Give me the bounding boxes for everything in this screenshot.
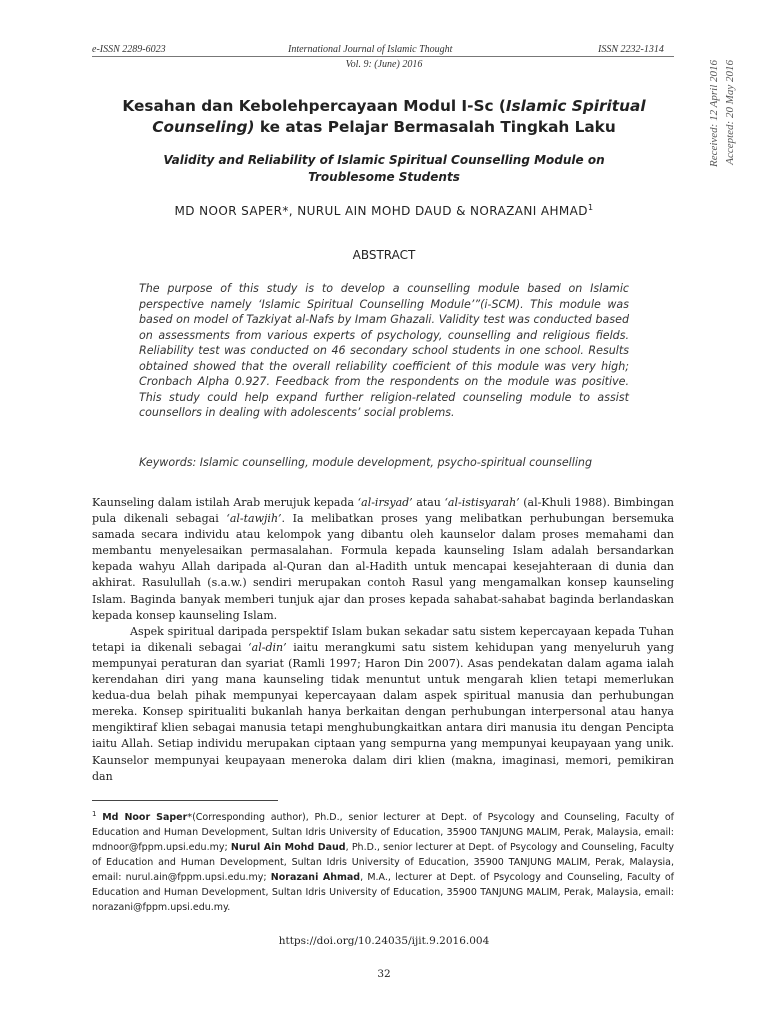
doi-link[interactable]: https://doi.org/10.24035/ijit.9.2016.004 — [278, 935, 490, 947]
author-names: MD NOOR SAPER*, NURUL AIN MOHD DAUD & NORAZANI AHMAD — [174, 204, 588, 218]
header-journal: International Journal of Islamic Thought — [288, 44, 453, 55]
keywords: Keywords: Islamic counselling, module development, psycho-spiritual counselling — [139, 456, 593, 469]
footnote-author-1: Md Noor Saper — [102, 812, 188, 824]
header-volume: Vol. 9: (June) 2016 — [345, 59, 423, 70]
abstract-heading: ABSTRACT — [352, 248, 416, 262]
footnote-author-2: Nurul Ain Mohd Daud — [230, 842, 346, 854]
header-rule — [92, 56, 674, 57]
page-number: 32 — [377, 968, 391, 980]
body-text — [92, 495, 674, 785]
footnote: $^1$ Md Noor Saper*(Corresponding author), Ph.D., senior lecturer at Dept. of Psycology and Counseling, Faculty of Education and Human Development, Sultan Idris University of Education, 35900 TANJUNG MALIM, Perak, Malaysia, email: mdnoor@fppm.upsi.edu.my; Nurul Ain Mohd Daud, Ph.D., senior lecturer at Dept. of Psycology and Counseling, Faculty of Education and Human Development, Sultan Idris University of Education, 35900 TANJUNG MALIM, Perak, Malaysia, email: nurul.ain@fppm.upsi.edu.my; Norazani Ahmad, M.A., lecturer at Dept. of Psycology and Counseling, Faculty of Education and Human Development, Sultan Idris University of Education, 35900 TANJUNG MALIM, Perak, Malaysia, email: norazani@fppm.upsi.edu.my. — [92, 810, 675, 914]
title-part2: ke atas Pelajar Bermasalah Tingkah Laku — [254, 118, 616, 136]
footnote-marker: 1 — [92, 810, 97, 818]
title-part1: Kesahan dan Kebolehpercayaan Modul I-Sc ( — [122, 97, 506, 115]
paper-subtitle: Validity and Reliability of Islamic Spiritual Counselling Module on Troublesome Students — [163, 153, 605, 184]
body-paragraph-1: Kaunseling dalam istilah Arab merujuk kepada ‘al-irsyad’ atau ‘al-istisyarah’ (al-Khuli 1988). Bimbingan pula dikenali sebagai ‘al-tawjih’. Ia melibatkan proses yang melibatkan perhubungan bersemuka samada secara individu atau kelompok yang dibantu oleh kaunselor dalam proses memahami dan membantu menyelesaikan permasalahan. Formula kepada kaunseling Islam adalah bersandarkan kepada wahyu Allah daripada al-Quran dan al-Hadith untuk mencapai kesejahteraan di dunia dan akhirat. Rasulullah (s.a.w.) sendiri merupakan contoh Rasul yang mengamalkan konsep kaunseling Islam. Baginda banyak memberi tunjuk ajar dan proses kepada sahabat-sahabat baginda berlandaskan kepada konsep kaunseling Islam. — [92, 496, 675, 622]
footnote-rule — [92, 800, 278, 801]
abstract-text: The purpose of this study is to develop a counselling module based on Islamic perspective namely ‘Islamic Spiritual Counselling Module’”(i-SCM). This module was based on model of Tazkiyat al-Nafs by Imam Ghazali. Validity test was conducted based on assessments from various experts of psychology, counselling and religious fields. Reliability test was conducted on 46 secondary school students in one school. Results obtained showed that the overall reliability coefficient of this module was very high; Cronbach Alpha 0.927. Feedback from the respondents on the module was positive. This study could help expand further religion-related counseling module to assist counsellors in dealing with adolescents’ social problems. — [139, 282, 629, 419]
title-italic: Islamic Spiritual Counseling) — [152, 97, 646, 136]
accepted-date: Accepted: 20 May 2016 — [724, 60, 736, 165]
paper-title — [118, 96, 650, 138]
header-issn: ISSN 2232-1314 — [598, 44, 664, 55]
received-date: Received: 12 April 2016 — [708, 60, 720, 168]
author-list — [0, 203, 768, 218]
header-eissn: e-ISSN 2289-6023 — [92, 44, 166, 55]
footnote-author-3: Norazani Ahmad — [270, 872, 361, 884]
body-paragraph-2: Aspek spiritual daripada perspektif Islam bukan sekadar satu sistem kepercayaan kepada Tuhan tetapi ia dikenali sebagai ‘al-din’ iaitu merangkumi satu sistem kehidupan yang menyeluruh yang mempunyai peraturan dan syariat (Ramli 1997; Haron Din 2007). Asas pendekatan dalam agama ialah kerendahan diri yang mana kaunseling tidak menuntut untuk mengarah klien tetapi memerlukan kedua-dua belah pihak mempunyai kepercayaan dalam aspek spiritual manusia dan perhubungan mereka. Konsep spiritualiti bukanlah hanya berkaitan dengan perhubungan interpersonal atau hanya mengiktiraf klien sebagai manusia tetapi menghubungkaitkan antara diri manusia itu dengan Pencipta iaitu Allah. Setiap individu merupakan ciptaan yang sempurna yang mempunyai keupayaan yang unik. Kaunselor mempunyai keupayaan meneroka dalam diri klien (makna, imaginasi, memori, pemikiran dan — [92, 624, 674, 783]
author-footnote-marker: 1 — [587, 203, 594, 212]
